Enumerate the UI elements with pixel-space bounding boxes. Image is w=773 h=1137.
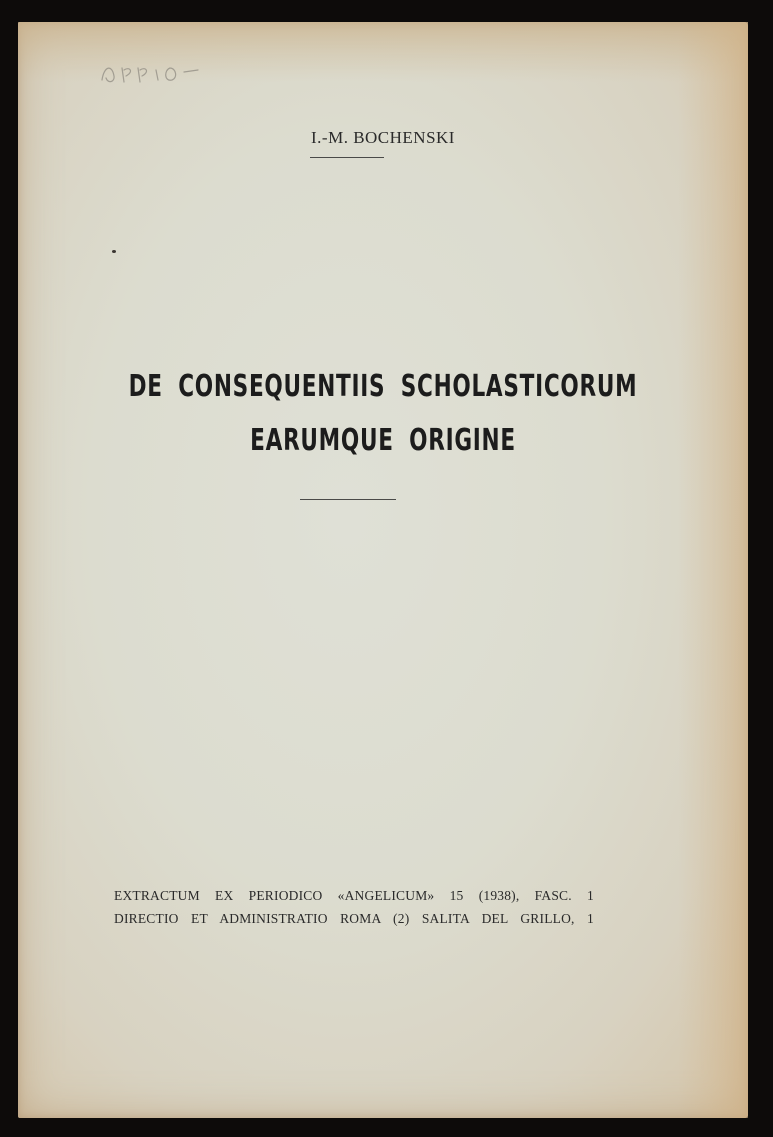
title-line-1: DE CONSEQUENTIIS SCHOLASTICORUM (128, 369, 638, 404)
footer-line-1: EXTRACTUM EX PERIODICO «ANGELICUM» 15 (1938), FASC. 1 (114, 888, 594, 903)
title-line-2: EARUMQUE ORIGINE (250, 423, 516, 458)
document-title (120, 360, 646, 468)
pencil-annotation (98, 58, 218, 88)
footer-line-2: DIRECTIO ET ADMINISTRATIO ROMA (2) SALITA DEL GRILLO, 1 (114, 911, 594, 926)
ink-speck (112, 250, 116, 253)
author-divider (310, 157, 384, 158)
title-divider (300, 499, 396, 500)
publication-footer (114, 884, 594, 930)
document-cover (18, 22, 748, 1118)
paper-stain-right (678, 22, 748, 1118)
author-name: I.-M. BOCHENSKI (311, 128, 455, 147)
